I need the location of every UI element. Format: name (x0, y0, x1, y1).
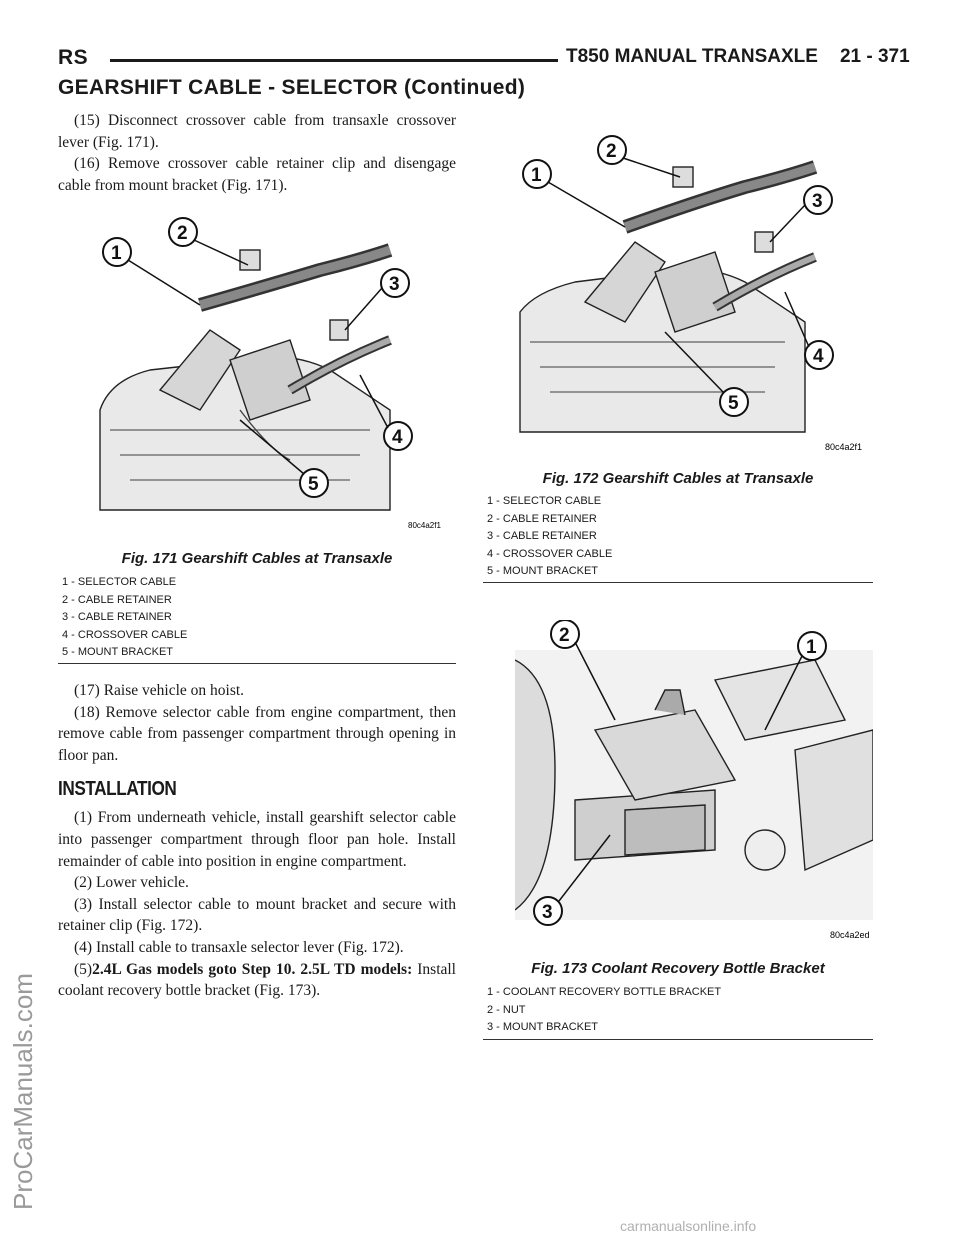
fig-173-caption: Fig. 173 Coolant Recovery Bottle Bracket (531, 960, 825, 977)
fig171-legend-item: 4 - CROSSOVER CABLE (62, 628, 188, 641)
fig171-legend-item: 1 - SELECTOR CABLE (62, 576, 177, 588)
header-rule (110, 59, 558, 62)
fig172-legend-item: 4 - CROSSOVER CABLE (487, 547, 613, 560)
fig172-callout-3: 3 (812, 191, 823, 212)
fig171-legend-item: 3 - CABLE RETAINER (62, 611, 172, 623)
fig172-callout-2: 2 (606, 141, 617, 162)
fig-172-drawing (515, 132, 875, 462)
fig171-callout-4: 4 (392, 427, 403, 448)
fig-172-caption: Fig. 172 Gearshift Cables at Transaxle (542, 470, 814, 487)
step-18: (18) Remove selector cable from engine compartment, then remove cable from passenger compartment through opening in floor pan. (58, 703, 456, 764)
fig173-legend-item: 3 - MOUNT BRACKET (487, 1021, 599, 1033)
fig-173-legend (487, 984, 867, 1037)
fig172-callout-5: 5 (728, 393, 739, 414)
fig-171-caption: Fig. 171 Gearshift Cables at Transaxle (121, 550, 393, 567)
fig173-callout-1: 1 (806, 637, 817, 658)
install-step-5-num: (5) (74, 960, 93, 978)
section-title: GEARSHIFT CABLE - SELECTOR (Continued) (58, 76, 526, 99)
fig171-legend-item: 2 - CABLE RETAINER (62, 593, 172, 606)
fig173-callout-3: 3 (542, 902, 553, 923)
fig172-callout-1: 1 (531, 165, 542, 186)
fig172-legend-item: 5 - MOUNT BRACKET (487, 565, 599, 577)
fig171-callout-1: 1 (111, 243, 122, 264)
fig-171-drawing (90, 210, 460, 540)
fig172-legend-item: 1 - SELECTOR CABLE (487, 495, 602, 507)
step-16: (16) Remove crossover cable retainer clip and disengage cable from mount bracket (Fig. 171). (58, 155, 456, 194)
page-number: 21 - 371 (839, 46, 910, 67)
fig173-legend-item: 1 - COOLANT RECOVERY BOTTLE BRACKET (487, 986, 722, 998)
steps-top (58, 110, 456, 196)
install-step-5 (58, 959, 456, 1002)
install-step-1: (1) From underneath vehicle, install gearshift selector cable into passenger compartment through floor pan hole. Install remainder of cable into position in engine compartment. (58, 809, 456, 870)
installation-heading: INSTALLATION (58, 778, 177, 801)
fig-172-rule (483, 582, 873, 583)
fig173-code: 80c4a2ed (830, 930, 870, 940)
steps-bottom (58, 680, 456, 1002)
fig171-callout-2: 2 (177, 223, 188, 244)
fig-171-rule (58, 663, 456, 664)
fig172-code: 80c4a2f1 (825, 442, 863, 452)
fig171-callout-5: 5 (308, 474, 319, 495)
fig172-legend-item: 2 - CABLE RETAINER (487, 512, 597, 525)
fig-173-rule (483, 1039, 873, 1040)
step-15: (15) Disconnect crossover cable from transaxle crossover lever (Fig. 171). (58, 112, 456, 151)
fig172-legend-item: 3 - CABLE RETAINER (487, 530, 597, 542)
fig171-legend-item: 5 - MOUNT BRACKET (62, 646, 174, 658)
install-step-2: (2) Lower vehicle. (74, 874, 189, 892)
fig172-callout-4: 4 (813, 346, 824, 367)
install-step-5-bold: 2.4L Gas models goto Step 10. 2.5L TD models: (92, 960, 413, 978)
fig-171-legend (62, 574, 452, 662)
fig173-legend-item: 2 - NUT (487, 1003, 526, 1016)
header-title: T850 MANUAL TRANSAXLE (566, 46, 818, 67)
step-17: (17) Raise vehicle on hoist. (74, 682, 245, 699)
fig-173-illustration (515, 620, 873, 950)
fig-171-illustration (90, 210, 460, 540)
fig173-callout-2: 2 (559, 625, 570, 646)
header-title-block (566, 46, 910, 68)
watermark-bottom: carmanualsonline.info (620, 1218, 757, 1234)
fig171-callout-3: 3 (389, 274, 400, 295)
fig-172-legend (487, 493, 867, 581)
fig-172-illustration (515, 132, 875, 462)
fig-173-drawing (515, 620, 873, 950)
install-step-5-text: Install coolant recovery bottle bracket (Fig. 173). (58, 960, 456, 1000)
watermark-side: ProCarManuals.com (8, 973, 38, 1210)
install-step-4: (4) Install cable to transaxle selector lever (Fig. 172). (74, 938, 404, 956)
header-section-code: RS (58, 46, 89, 69)
fig171-code: 80c4a2f1 (408, 521, 441, 530)
install-step-3: (3) Install selector cable to mount bracket and secure with retainer clip (Fig. 172). (58, 895, 456, 935)
